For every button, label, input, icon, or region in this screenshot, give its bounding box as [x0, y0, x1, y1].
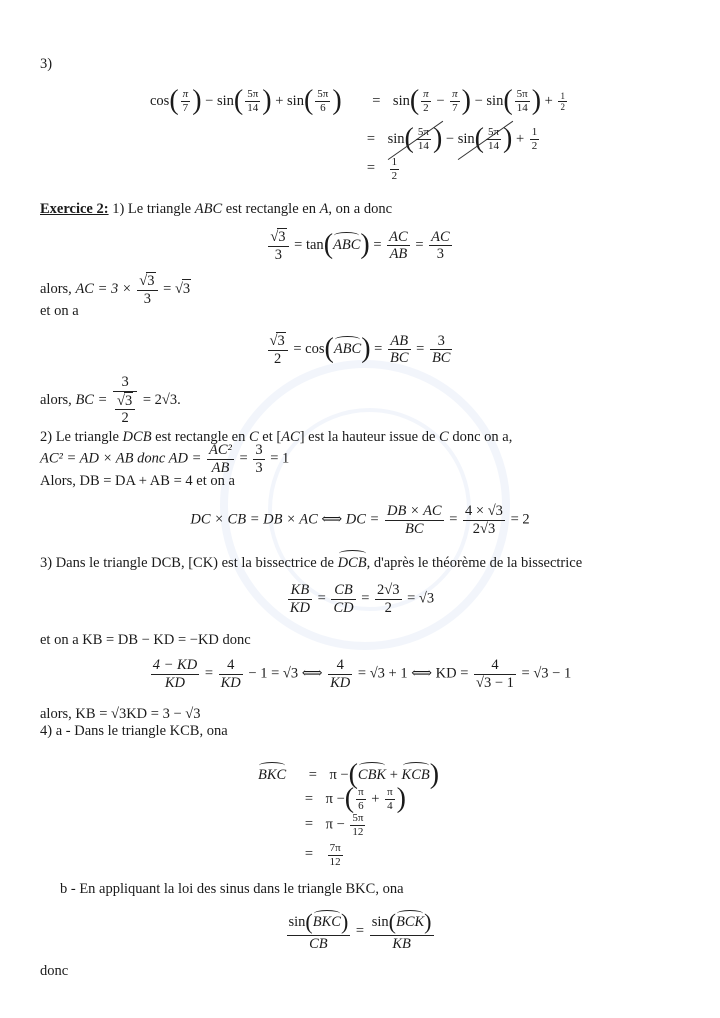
trig-equation-line-2: = sin( $\frac{5\pi}{14}$ ) − sin( $\frac{5\pi}{14}$ ) + $\frac{1}{2}$ — [358, 122, 541, 157]
bkc-step-2: = π −( $\frac{\pi}{6}$ + $\frac{\pi}{4}$ ) — [304, 783, 406, 814]
trig-equation-line-3: = $\frac{1}{2}$ — [366, 156, 398, 182]
bisector-ratio-equation: $\frac{KB}{KD}$ = $\frac{CB}{CD}$ = $\frac{2√3}{2}$ = √3 — [289, 582, 435, 616]
dc-equation: DC × CB = DB × AC ⟺ DC = $\frac{DB \times AC}{BC}$ = $\frac{4 \times √3}{2√3}$ = 2 — [190, 503, 530, 537]
ad-computation: AC² = AD × AB donc AD = $\frac{\text{AC²}}{AB}$ = $\frac{3}{3}$ = 1 — [40, 442, 290, 476]
kd-equation: $\frac{4 - KD}{KD}$ = $\frac{4}{KD}$ − 1 = √3 ⟺ $\frac{4}{KD}$ = √3 + 1 ⟺ KD = $\frac{4}{√3 - 1}$ = √3 − 1 — [152, 657, 572, 691]
ac-result: alors, AC = 3 × $\frac{√3}{3}$ = √3 — [40, 273, 191, 307]
db-computation: Alors, DB = DA + AB = 4 et on a — [40, 473, 235, 489]
cos-equation: $\frac{√3}{2}$ = cos(ABC) = $\frac{AB}{BC}$ = $\frac{3}{BC}$ — [269, 332, 451, 367]
donc-label: donc — [40, 963, 69, 979]
bc-result: alors, BC = $\frac{3}{\frac{√3}{2}}$ = 2√3. — [40, 374, 181, 427]
bkc-step-4: = $\frac{7\pi}{12}$ — [304, 842, 341, 868]
tan-equation: $\frac{√3}{3}$ = tan(ABC) = $\frac{AC}{AB}$ = $\frac{AC}{3}$ — [270, 228, 450, 263]
part-3-statement: 3) Dans le triangle DCB, [CK) est la bissectrice de DCB, d'après le théorème de la bissectrice — [40, 551, 582, 572]
part-4a-statement: 4) a - Dans le triangle KCB, ona — [40, 723, 228, 739]
bkc-step-1: BKC = π −(CBK + KCB) — [258, 759, 440, 790]
exercise-2-heading: Exercice 2: — [40, 201, 109, 217]
cos-label: cos — [150, 92, 170, 109]
item-number-3: 3) — [40, 56, 53, 72]
bkc-step-3: = π − $\frac{5\pi}{12}$ — [304, 812, 364, 838]
trig-equation-line-1: cos( $\frac{\pi}{7}$ ) − sin( $\frac{5\pi}{14}$ ) + sin( $\frac{5\pi}{6}$ ) = sin( $\frac{\pi}{2}$ − $\frac{\pi}{7}$ ) − sin( $\frac{5\pi}{14}$ ) + $\frac{1}{2}$ — [150, 85, 565, 116]
exercise-2-intro: Exercice 2: 1) Le triangle ABC est rectangle en A, on a donc — [40, 201, 393, 217]
part-2-statement: 2) Le triangle DCB est rectangle en C et [AC] est la hauteur issue de C donc on a, — [40, 429, 513, 445]
kb-result: alors, KB = √3KD = 3 − √3 — [40, 706, 201, 722]
sine-law-equation: $\frac{\text{sin(BKC)}}{CB}$ = $\frac{\text{sin(BCK)}}{KB}$ — [288, 909, 432, 953]
et-on-a: et on a — [40, 303, 79, 319]
part-4b-statement: b - En appliquant la loi des sinus dans le triangle BKC, ona — [60, 881, 404, 897]
kb-relation: et on a KB = DB − KD = −KD donc — [40, 632, 251, 648]
